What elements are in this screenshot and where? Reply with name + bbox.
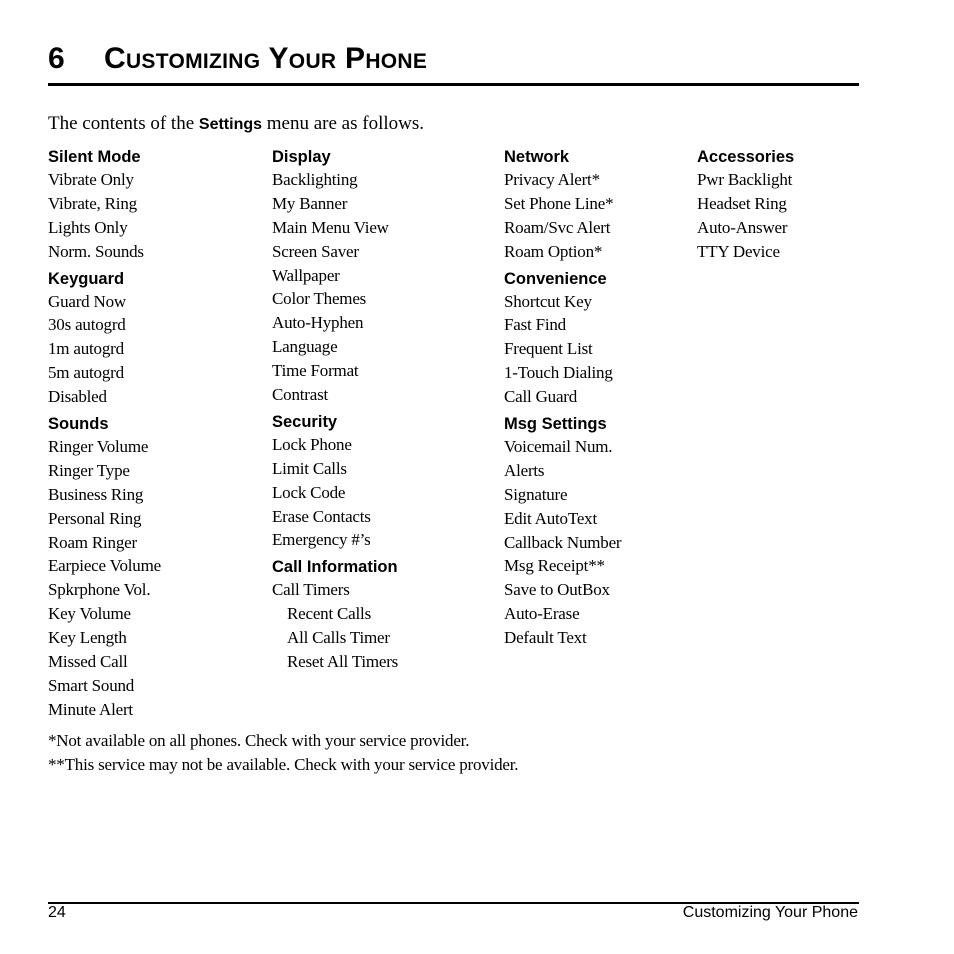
menu-item: Lock Code (272, 482, 346, 502)
intro-keyword: Settings (198, 116, 263, 133)
menu-item: 1m autogrd (48, 339, 124, 359)
intro-prefix: The contents of the (48, 113, 199, 134)
section-heading-sounds: Sounds (48, 415, 109, 434)
menu-item: Guard Now (48, 291, 126, 311)
menu-item: Personal Ring (48, 508, 142, 528)
menu-item: Shortcut Key (504, 291, 592, 311)
menu-item: Roam Option* (504, 241, 603, 261)
menu-item: Disabled (48, 387, 107, 407)
menu-item: Minute Alert (48, 699, 133, 719)
menu-item: Auto-Erase (504, 604, 580, 624)
menu-item: Smart Sound (48, 675, 135, 695)
menu-item: Auto-Answer (697, 217, 788, 237)
section-heading-security: Security (272, 412, 338, 431)
menu-subitem: All Calls Timer (287, 628, 390, 648)
page-number: 24 (48, 904, 66, 921)
header-rule (48, 83, 859, 86)
footnote-double-asterisk: **This service may not be available. Check with your service provider. (48, 755, 519, 774)
menu-item: Business Ring (48, 484, 144, 504)
section-heading-display: Display (272, 148, 331, 166)
footnote-single-asterisk: *Not available on all phones. Check with your service provider. (48, 731, 470, 750)
menu-item: Earpiece Volume (48, 556, 161, 576)
section-heading-convenience: Convenience (504, 269, 607, 288)
settings-column-1 (48, 146, 161, 722)
intro-suffix: menu are as follows. (262, 113, 425, 134)
menu-item: Default Text (504, 628, 587, 648)
menu-item: Edit AutoText (504, 508, 598, 528)
settings-column-2 (272, 146, 398, 674)
menu-item: Ringer Type (48, 460, 130, 480)
menu-subitem: Recent Calls (287, 604, 371, 624)
menu-item: Ringer Volume (48, 437, 149, 457)
menu-item: Color Themes (272, 289, 367, 309)
menu-item: Norm. Sounds (48, 241, 144, 261)
menu-item: My Banner (272, 193, 348, 213)
menu-item: Signature (504, 484, 568, 504)
section-heading-call-information: Call Information (272, 558, 398, 577)
menu-item: Auto-Hyphen (272, 313, 364, 333)
menu-item: TTY Device (697, 241, 780, 261)
menu-item: Frequent List (504, 339, 593, 359)
menu-item: Spkrphone Vol. (48, 580, 151, 600)
menu-item: Set Phone Line* (504, 193, 614, 213)
menu-item: 5m autogrd (48, 363, 124, 383)
menu-item: Privacy Alert* (504, 170, 600, 189)
menu-item: Key Volume (48, 604, 131, 624)
menu-item: Call Guard (504, 387, 578, 407)
menu-item: Time Format (272, 361, 359, 381)
menu-item: Vibrate, Ring (48, 193, 137, 213)
settings-column-4 (697, 146, 794, 264)
menu-item: Contrast (272, 385, 329, 405)
intro-paragraph (48, 113, 424, 135)
running-footer-title: Customizing Your Phone (682, 904, 858, 921)
menu-item: Callback Number (504, 532, 622, 552)
chapter-title: Customizing Your Phone (104, 42, 428, 75)
menu-item: Vibrate Only (48, 170, 134, 189)
menu-item: Screen Saver (272, 241, 359, 261)
menu-item: Alerts (504, 460, 545, 480)
menu-item: Main Menu View (272, 217, 389, 237)
menu-item: Msg Receipt** (504, 556, 605, 576)
menu-item: Roam Ringer (48, 532, 137, 552)
section-heading-keyguard: Keyguard (48, 269, 125, 288)
menu-item: Voicemail Num. (504, 437, 613, 457)
menu-item: Limit Calls (272, 458, 347, 478)
menu-item: Headset Ring (697, 193, 787, 213)
section-heading-network: Network (504, 148, 570, 166)
menu-item: Lock Phone (272, 434, 352, 454)
footnotes (48, 729, 518, 777)
section-heading-silent-mode: Silent Mode (48, 148, 141, 166)
section-heading-msg-settings: Msg Settings (504, 415, 607, 434)
menu-item: Pwr Backlight (697, 170, 793, 189)
menu-subitem: Reset All Timers (287, 652, 399, 672)
menu-item: Missed Call (48, 652, 128, 672)
menu-item: Roam/Svc Alert (504, 217, 611, 237)
menu-item: Emergency #’s (272, 530, 371, 550)
menu-item: Fast Find (504, 315, 566, 335)
section-heading-accessories: Accessories (697, 148, 795, 166)
menu-item: Erase Contacts (272, 506, 371, 526)
menu-item: Lights Only (48, 217, 128, 237)
menu-item: Backlighting (272, 170, 358, 189)
menu-item: Call Timers (272, 580, 350, 600)
menu-item: Language (272, 337, 338, 357)
menu-item: 30s autogrd (48, 315, 126, 335)
settings-column-3 (504, 146, 621, 650)
chapter-heading (48, 40, 858, 84)
menu-item: Key Length (48, 628, 127, 648)
menu-item: Save to OutBox (504, 580, 610, 600)
chapter-number: 6 (48, 42, 65, 75)
menu-item: 1-Touch Dialing (504, 363, 613, 383)
menu-item: Wallpaper (272, 265, 340, 285)
